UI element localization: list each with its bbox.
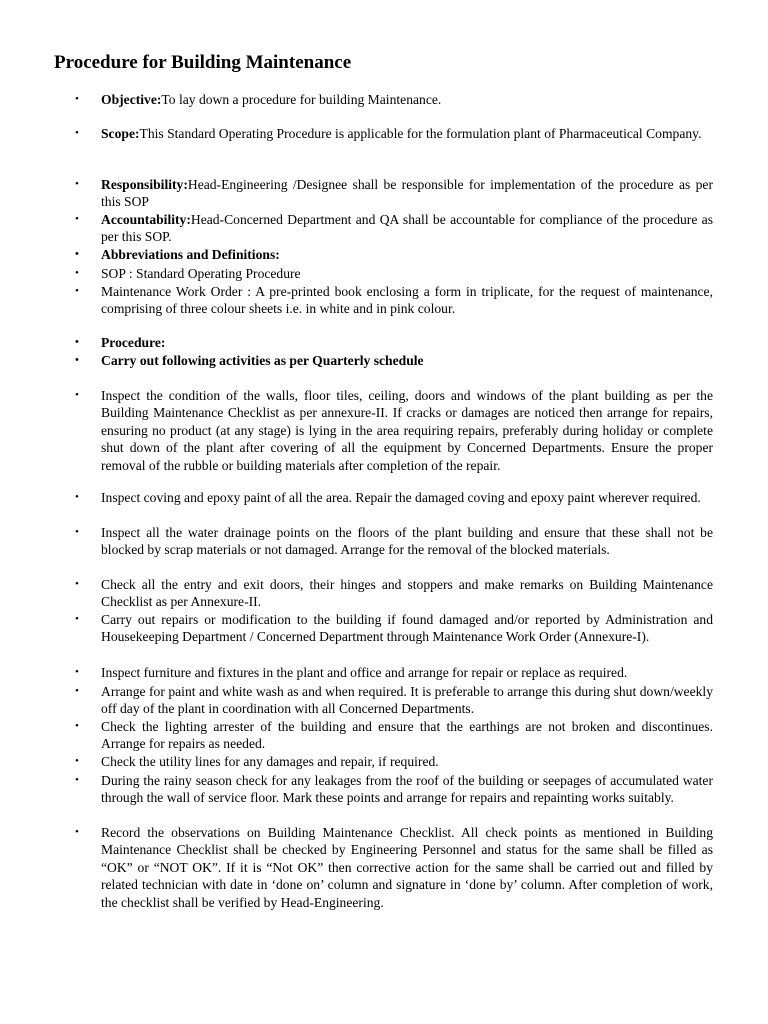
activity-item-rainy-season: • During the rainy season check for any leakages from the roof of the building or seepages of accumulated water through the wall of service floor. Mark these points and arrange for repairs and repainting works suitably.	[101, 772, 713, 807]
scope-text: This Standard Operating Procedure is applicable for the formulation plant of Pharmaceutical Company.	[139, 126, 702, 141]
accountability-item	[101, 211, 713, 246]
schedule-heading: • Carry out following activities as per Quarterly schedule	[101, 352, 713, 369]
objective-item	[101, 91, 713, 108]
definition-item-sop: • SOP : Standard Operating Procedure	[101, 265, 713, 282]
activity-item-lightning-arrester: • Check the lighting arrester of the building and ensure that the earthings are not broken and discontinues. Arrange for repairs as needed.	[101, 718, 713, 753]
abbreviations-heading: • Abbreviations and Definitions:	[101, 246, 713, 263]
activity-item-doors: • Check all the entry and exit doors, their hinges and stoppers and make remarks on Building Maintenance Checklist as per Annexure-II.	[101, 576, 713, 611]
activity-item-record-observations: • Record the observations on Building Maintenance Checklist. All check points as mentioned in Building Maintenance Checklist shall be checked by Engineering Personnel and status for the same shall be filled as “OK” or “NOT OK”. If it is “Not OK” then corrective action for the same shall be carried out and filled by related technician with date in ‘done on’ column and signature in ‘done by’ column. After completion of work, the checklist shall be verified by Head-Engineering.	[101, 824, 713, 911]
objective-text: To lay down a procedure for building Maintenance.	[161, 92, 442, 107]
scope-item	[101, 125, 713, 142]
activity-item-coving: • Inspect coving and epoxy paint of all the area. Repair the damaged coving and epoxy paint wherever required.	[101, 489, 713, 506]
activity-item-utility-lines: • Check the utility lines for any damages and repair, if required.	[101, 753, 713, 770]
activity-item-walls: • Inspect the condition of the walls, floor tiles, ceiling, doors and windows of the plant building as per the Building Maintenance Checklist as per annexure-II. If cracks or damages are noticed then arrange for repairs, ensuring no product (at any stage) is lying in the area requiring repairs, preferably during holiday or complete shut down of the plant after covering of all the equipment by Concerned Departments. Ensure the proper removal of the rubble or building materials after completion of the repair.	[101, 387, 713, 474]
activity-item-repairs: • Carry out repairs or modification to the building if found damaged and/or reported by Administration and Housekeeping Department / Concerned Department through Maintenance Work Order (Annexure-I).	[101, 611, 713, 646]
accountability-text: Head-Concerned Department and QA shall be accountable for compliance of the procedure as per this SOP.	[101, 212, 713, 245]
activity-item-furniture: • Inspect furniture and fixtures in the plant and office and arrange for repair or replace as required.	[101, 664, 713, 681]
activity-item-drainage: • Inspect all the water drainage points on the floors of the plant building and ensure that these shall not be blocked by scrap materials or not damaged. Arrange for the removal of the blocked materials.	[101, 524, 713, 559]
activity-item-paint: • Arrange for paint and white wash as and when required. It is preferable to arrange this during shut down/weekly off day of the plant in coordination with all Concerned Departments.	[101, 683, 713, 718]
responsibility-text: Head-Engineering /Designee shall be responsible for implementation of the procedure as per this SOP	[101, 177, 713, 210]
definition-item-work-order: • Maintenance Work Order : A pre-printed book enclosing a form in triplicate, for the request of maintenance, comprising of three colour sheets i.e. in white and in pink colour.	[101, 283, 713, 318]
responsibility-item	[101, 176, 713, 211]
scope-label: Scope:	[101, 126, 140, 141]
accountability-label: Accountability:	[101, 212, 191, 227]
responsibility-label: Responsibility:	[101, 177, 188, 192]
objective-label: Objective:	[101, 92, 162, 107]
page-title: Procedure for Building Maintenance	[54, 52, 352, 73]
procedure-heading: • Procedure:	[101, 334, 713, 351]
